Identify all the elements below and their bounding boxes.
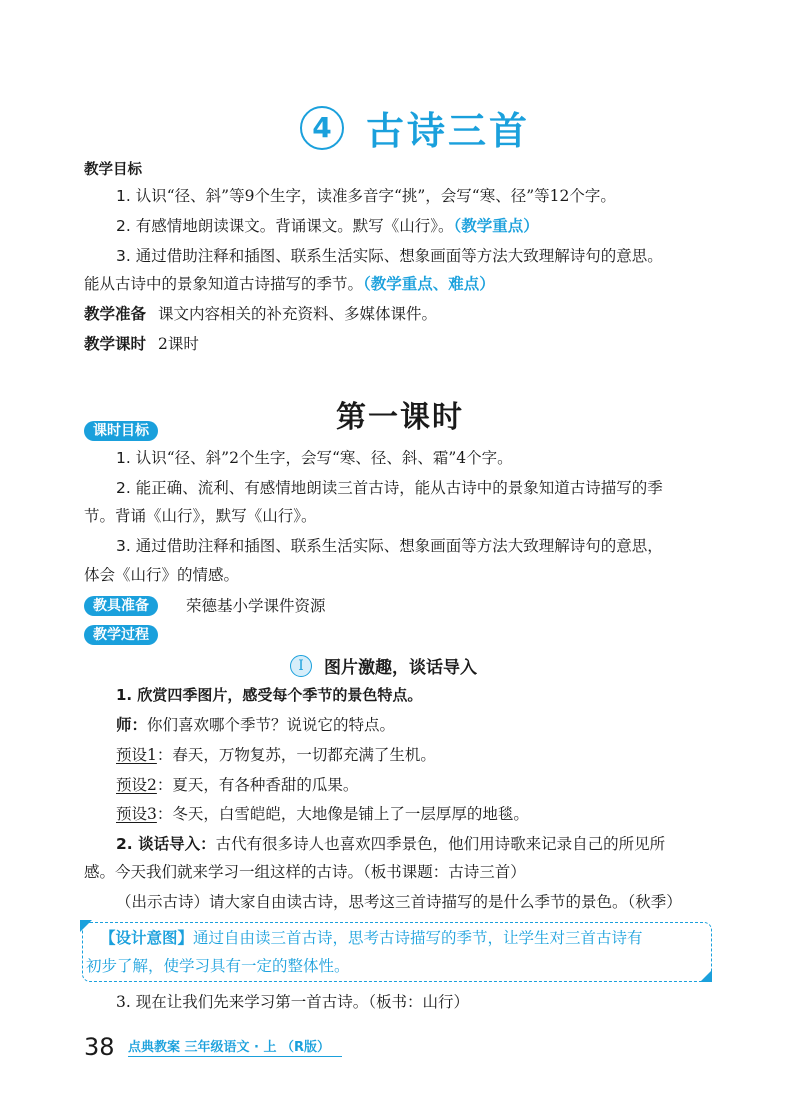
preparation-row: 教学准备 课文内容相关的补充资料、多媒体课件。: [84, 305, 438, 323]
step-paragraph-2-cont: 感。今天我们就来学习一组这样的古诗。（板书课题：古诗三首）: [84, 863, 526, 881]
lesson-title-text: 古诗三首: [366, 109, 531, 153]
corner-decoration-icon: [80, 920, 92, 932]
periods-label: 教学课时: [84, 335, 147, 353]
objective-3-cont: 能从古诗中的景象知道古诗描写的季节。（教学重点、难点）: [84, 275, 495, 293]
preset-1: 预设1：春天，万物复苏，一切都充满了生机。: [116, 746, 436, 764]
objective-2: 2. 有感情地朗读课文。背诵课文。默写《山行》。（教学重点）: [116, 217, 539, 235]
objective-3: 3. 通过借助注释和插图、联系生活实际、想象画面等方法大致理解诗句的意思。: [116, 247, 663, 265]
key-point-note: （教学重点）: [453, 217, 539, 235]
corner-decoration-icon: [700, 970, 712, 982]
objective-1: 1. 认识“径、斜”等9个生字，读准多音字“挑”，会写“寒、径”等12个字。: [116, 187, 616, 205]
teacher-line: 师：你们喜欢哪个季节？说说它的特点。: [116, 716, 396, 734]
step-paragraph-4: 3. 现在让我们先来学习第一首古诗。（板书：山行）: [116, 993, 469, 1011]
objectives-heading: 教学目标: [84, 162, 142, 178]
roman-numeral-badge: I: [290, 655, 312, 677]
page-number: 38: [84, 1033, 115, 1061]
lesson-number: 4: [312, 111, 332, 144]
preset-2: 预设2：夏天，有各种香甜的瓜果。: [116, 776, 359, 794]
period-objective-2: 2. 能正确、流利、有感情地朗读三首古诗，能从古诗中的景象知道古诗描写的季: [116, 479, 663, 497]
tools-pill: 教具准备: [84, 596, 158, 616]
step-paragraph-3: （出示古诗）请大家自由读古诗，思考这三首诗描写的是什么季节的景色。（秋季）: [116, 893, 682, 911]
process-pill: 教学过程: [84, 625, 158, 645]
period-objective-2-cont: 节。背诵《山行》，默写《山行》。: [84, 507, 317, 525]
book-title: 点典教案 三年级语文 · 上 （R版）: [128, 1040, 331, 1055]
period-objective-3-cont: 体会《山行》的情感。: [84, 566, 240, 584]
tools-text: 荣德基小学课件资源: [186, 597, 326, 615]
footer-rule: [128, 1056, 342, 1057]
step-paragraph-1: 1. 欣赏四季图片，感受每个季节的景色特点。: [116, 686, 423, 704]
lesson-title: [300, 100, 530, 155]
preparation-label: 教学准备: [84, 305, 147, 323]
step-title: 图片激趣，谈话导入: [324, 658, 477, 678]
period-objective-1: 1. 认识“径、斜”2个生字，会写“寒、径、斜、霜”4个字。: [116, 449, 513, 467]
step-paragraph-2: 2. 谈话导入：古代有很多诗人也喜欢四季景色，他们用诗歌来记录自己的所见所: [116, 835, 666, 853]
preset-3: 预设3：冬天，白雪皑皑，大地像是铺上了一层厚厚的地毯。: [116, 805, 529, 823]
design-intent-line-2: 初步了解，使学习具有一定的整体性。: [86, 957, 350, 975]
lesson-number-badge: [300, 106, 344, 150]
section-title: 第一课时: [336, 400, 464, 435]
design-intent-label: 【设计意图】: [100, 929, 194, 947]
key-difficulty-note: （教学重点、难点）: [363, 275, 495, 293]
step-heading: [290, 653, 477, 678]
period-objectives-pill: 课时目标: [84, 421, 158, 441]
periods-row: 教学课时 2课时: [84, 335, 199, 353]
design-intent-line-1: 【设计意图】通过自由读三首古诗，思考古诗描写的季节，让学生对三首古诗有: [100, 929, 643, 947]
ribbon-decoration: [298, 145, 346, 157]
period-objective-3: 3. 通过借助注释和插图、联系生活实际、想象画面等方法大致理解诗句的意思，: [116, 537, 663, 555]
